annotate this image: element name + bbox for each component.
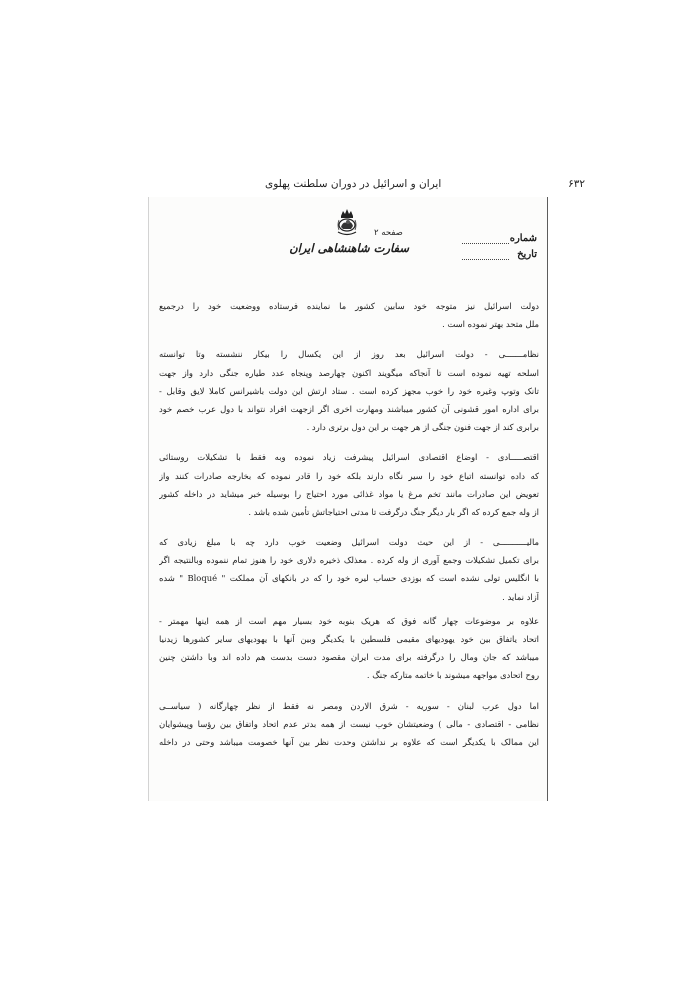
letter-body bbox=[159, 297, 539, 751]
text-line: علاوه بر موضوعات چهار گانه فوق که هریک بنوبه خود بسیار مهم است از همه اینها مهمتر - bbox=[159, 615, 539, 626]
page-label: صفحه ۲ bbox=[374, 228, 403, 238]
text-line: از وله جمع کرده که اگر بار دیگر جنگ درگرفت تا مدتی احتیاجاتش تأمین شده باشد . bbox=[248, 506, 539, 517]
text-line: با انگلیس تولی نشده است که بوزدی حساب لیره خود را که در بانکهای آن مملکت " Bloqué " شده bbox=[159, 573, 539, 584]
text-line: برای تکمیل تشکیلات وجمع آوری از وله کرده . معذلک ذخیره دلاری خود را هنوز تمام ننموده وبالنتیجه اگر bbox=[159, 555, 539, 566]
date-label: تاریخ bbox=[517, 249, 537, 260]
text-line: اقتصـــــادی - اوضاع اقتصادی اسرائیل پیشرفت زیاد نموده وبه فقط با تشکیلات روستائی bbox=[159, 452, 539, 463]
text-line: نظامی - اقتصادی - مالی ) وضعیتشان خوب نیست از همه بدتر عدم اتحاد واتفاق بین رؤسا وپیشوایان bbox=[159, 718, 539, 729]
paragraph-military bbox=[159, 345, 539, 436]
text-line: میباشد که جان ومال را درگرفته برای مدت ایران مقصود دست بدست هم داده اند وبا داشتن چنین bbox=[159, 652, 539, 663]
text-line: تعویض این صادرات مانند تخم مرغ یا مواد غذائی مورد احتیاج را بوسیله خبر میشاید در داخله کشور bbox=[159, 488, 539, 499]
text-line: مالیـــــــــــی - از این حیث دولت اسرائیل وضعیت خوب دارد چه با مبلغ زیادی که bbox=[159, 537, 539, 548]
lion-and-sun-crown-emblem bbox=[335, 208, 359, 238]
book-title: ایران و اسرائیل در دوران سلطنت پهلوی bbox=[265, 178, 442, 190]
paragraph-financial bbox=[159, 533, 539, 606]
paragraph-political-status bbox=[159, 297, 539, 333]
book-header bbox=[125, 177, 585, 191]
date-field bbox=[462, 249, 537, 261]
paragraph-unity bbox=[159, 612, 539, 685]
text-line: برای اداره امور قشونی آن کشور میباشند ومهارت اخری اگر ازجهت افراد نتواند با دول عرب خصم خود bbox=[159, 403, 539, 414]
number-field bbox=[462, 233, 537, 245]
scanned-letter bbox=[148, 197, 548, 801]
text-line: که داده توانسته اتباع خود را سیر نگاه دارند بلکه خود را قادر نموده که بخارجه صادرات کنند واز bbox=[159, 470, 539, 481]
paragraph-arab-states bbox=[159, 697, 539, 752]
text-line: اسلحه تهیه نموده است تا آنجاکه میگویند اکنون چهارصد وپنجاه عدد طیاره جنگی دارد واز جهت bbox=[159, 367, 539, 378]
text-line: برابری کند از جهت فنون جنگی از هر جهت بر این دول برتری دارد . bbox=[306, 422, 539, 433]
paragraph-economic bbox=[159, 448, 539, 521]
text-line: اتحاد یاتفاق بین خود یهودیهای مقیمی فلسطین با یکدیگر وبین آنها با یهودیهای سایر کشورها زیدنیا bbox=[159, 634, 539, 644]
text-line: ملل متحد بهتر نموده است . bbox=[442, 319, 539, 330]
text-line: تانک وتوپ وغیره خود را خوب مجهز کرده است . ستاد ارتش این دولت باشیرانس کاملا لایق وقابل - bbox=[159, 385, 539, 396]
text-line: آزاد نماید . bbox=[502, 591, 539, 602]
text-line: نظامـــــــی - دولت اسرائیل بعد روز از این یکسال را بیکار ننشسته وتا توانسته bbox=[159, 349, 539, 360]
embassy-name: سفارت شاهنشاهی ایران bbox=[289, 241, 409, 255]
text-line: این ممالک با یکدیگر است که علاوه بر نداشتن وحدت نظر بین آنها خصومت میباشد وحتی در داخله bbox=[159, 736, 539, 747]
text-line: روح اتحادی مواجهه میشوند با خاتمه متارکه جنگ . bbox=[366, 670, 539, 681]
text-line: اما دول عرب لبنان - سوریه - شرق الاردن ومصر نه فقط از نظر چهارگانه ( سیاســی bbox=[159, 700, 539, 711]
text-line: دولت اسرائیل نیز متوجه خود سابین کشور ما نماینده فرستاده ووضعیت خود را درجمیع bbox=[159, 301, 539, 311]
date-dotted-line bbox=[462, 259, 509, 260]
book-page-number: ۶۳۲ bbox=[568, 178, 585, 190]
number-label: شماره bbox=[509, 233, 537, 244]
number-dotted-line bbox=[462, 243, 509, 244]
